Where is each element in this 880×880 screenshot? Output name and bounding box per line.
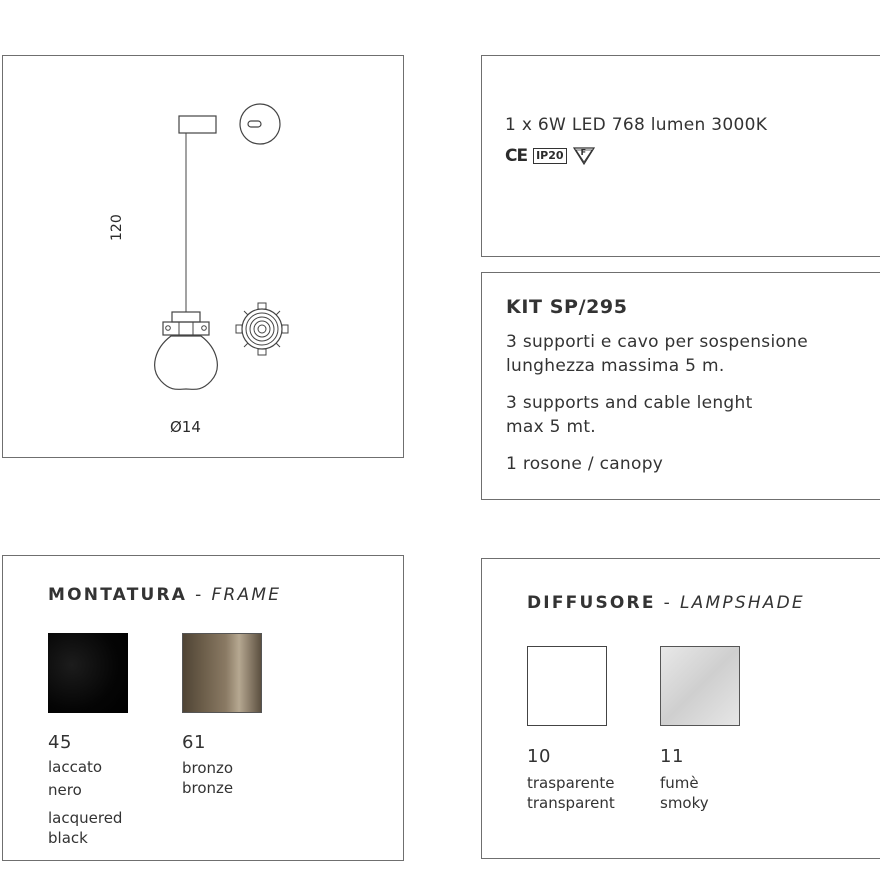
kit-italian-line-1: 3 supporti e cavo per sospensione [506, 332, 809, 352]
ceiling-mount-icon [240, 104, 280, 144]
height-dimension-label: 120 [109, 214, 125, 241]
frame-title-sub: FRAME [211, 585, 282, 605]
frame-option-code: 45 [48, 732, 72, 753]
lampshade-option-desc: transparent [527, 794, 615, 812]
kit-canopy-line: 1 rosone / canopy [506, 454, 664, 474]
kit-title: KIT SP/295 [506, 296, 628, 318]
frame-option-desc: lacquered [48, 809, 123, 827]
canopy-icon [179, 116, 216, 133]
frame-option-desc: bronze [182, 779, 234, 797]
lampshade-option-code: 10 [527, 746, 551, 767]
diameter-dimension-label: Ø14 [170, 418, 201, 436]
lampshade-option-code: 11 [660, 746, 684, 767]
lampshade-option-desc: trasparente [527, 774, 615, 792]
light-specs-panel [481, 55, 880, 257]
technical-drawing-panel [2, 55, 404, 458]
lampshade-section-title [527, 593, 805, 613]
light-source-spec: 1 x 6W LED 768 lumen 3000K [505, 115, 768, 135]
ce-mark: CE [505, 146, 528, 166]
frame-option-desc: bronzo [182, 759, 234, 777]
frame-swatch-bronze[interactable] [182, 633, 262, 713]
lampshade-swatch-smoky[interactable] [660, 646, 740, 726]
lampshade-title-main: DIFFUSORE [527, 593, 656, 613]
lampshade-option-desc: fumè [660, 774, 699, 792]
certification-marks [505, 146, 595, 166]
ip-rating-mark: IP20 [533, 148, 566, 164]
f-mark-icon: F [573, 147, 595, 165]
kit-english-line-1: 3 supports and cable lenght [506, 393, 753, 413]
pendant-lamp-icon [155, 312, 218, 389]
frame-title-separator: - [195, 585, 204, 605]
frame-option-code: 61 [182, 732, 206, 753]
kit-panel [481, 272, 880, 500]
frame-option-desc: nero [48, 781, 82, 799]
frame-title-main: MONTATURA [48, 585, 188, 605]
lampshade-title-separator: - [663, 593, 673, 613]
frame-options-panel [2, 555, 404, 861]
lamp-holder-top-icon [236, 303, 288, 355]
frame-swatch-black[interactable] [48, 633, 128, 713]
frame-option-desc: laccato [48, 758, 103, 776]
lampshade-swatch-transparent[interactable] [527, 646, 607, 726]
lampshade-options-panel [481, 558, 880, 859]
kit-italian-line-2: lunghezza massima 5 m. [506, 356, 725, 376]
lamp-drawing [3, 56, 403, 457]
lampshade-title-sub: LAMPSHADE [680, 593, 805, 613]
frame-option-desc: black [48, 829, 88, 847]
kit-english-line-2: max 5 mt. [506, 417, 596, 437]
frame-section-title [48, 585, 281, 605]
lampshade-option-desc: smoky [660, 794, 709, 812]
